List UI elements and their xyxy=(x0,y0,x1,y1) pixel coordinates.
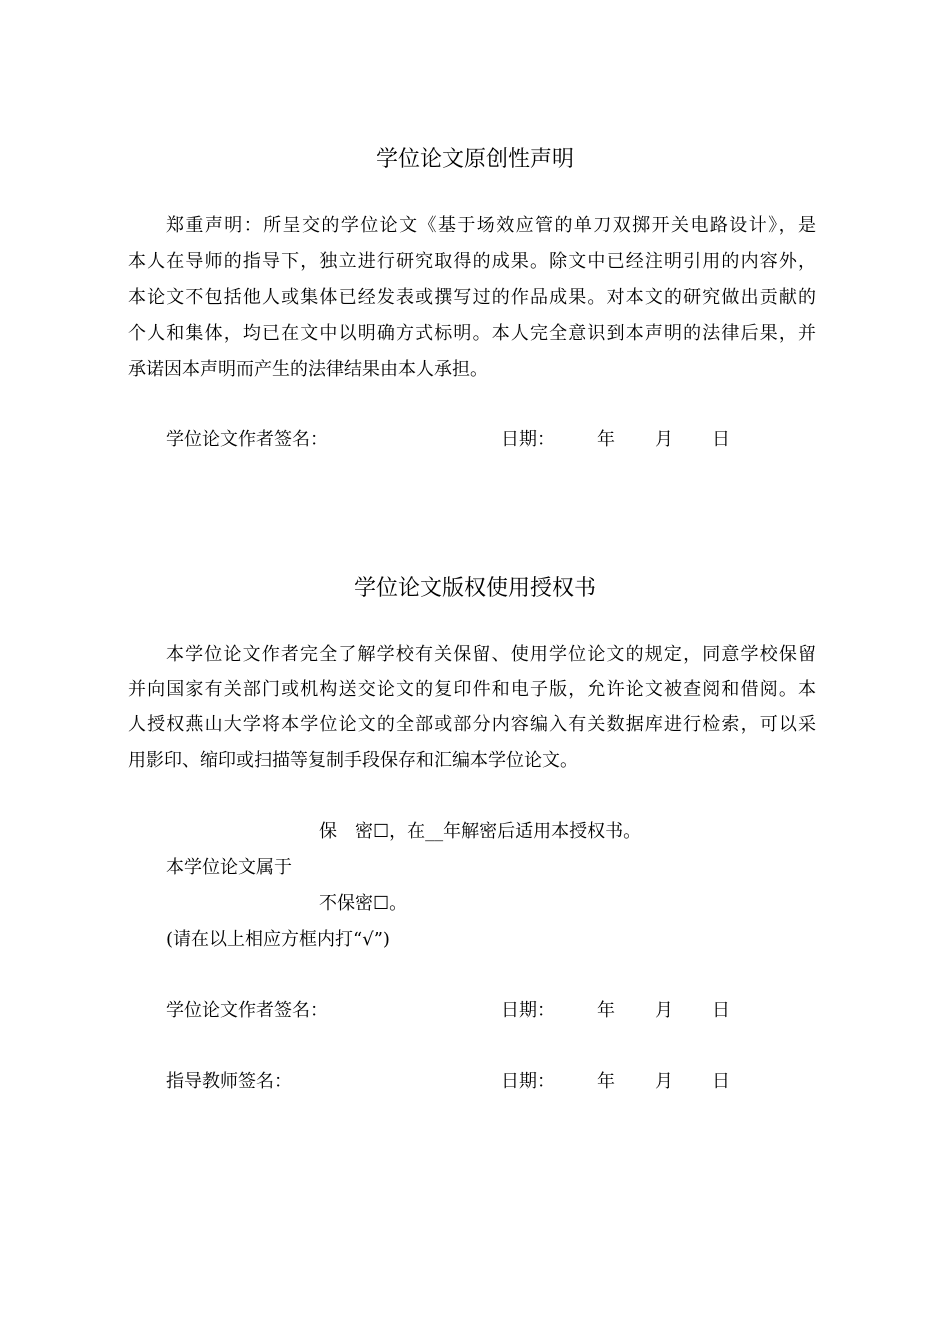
author-signature-label: 学位论文作者签名： xyxy=(166,429,328,450)
declaration-line: 本人在导师的指导下，独立进行研究取得的成果。除文中已经注明引用的内容外， xyxy=(128,251,816,272)
belongs-to-label: 本学位论文属于 xyxy=(166,857,292,878)
year-label: 年 xyxy=(597,1071,615,1092)
date-label: 日期： xyxy=(501,429,555,450)
authorization-line: 并向国家有关部门或机构送交论文的复印件和电子版，允许论文被查阅和借阅。本 xyxy=(128,679,816,700)
non-confidential-option[interactable]: 不保密☐。 xyxy=(319,893,408,914)
date-label: 日期： xyxy=(501,1000,555,1021)
day-label: 日 xyxy=(712,429,730,450)
instruction-text: (请在以上相应方框内打“√”) xyxy=(166,929,390,950)
year-label: 年 xyxy=(597,1000,615,1021)
declaration-line: 郑重声明：所呈交的学位论文《基于场效应管的单刀双掷开关电路设计》，是 xyxy=(166,215,816,236)
authorization-line: 本学位论文作者完全了解学校有关保留、使用学位论文的规定，同意学校保留 xyxy=(166,644,816,665)
day-label: 日 xyxy=(712,1071,730,1092)
month-label: 月 xyxy=(655,1000,673,1021)
date-label: 日期： xyxy=(501,1071,555,1092)
month-label: 月 xyxy=(655,1071,673,1092)
authorization-line: 用影印、缩印或扫描等复制手段保存和汇编本学位论文。 xyxy=(128,750,578,771)
declaration-line: 个人和集体，均已在文中以明确方式标明。本人完全意识到本声明的法律后果，并 xyxy=(128,323,816,344)
declaration-line: 本论文不包括他人或集体已经发表或撰写过的作品成果。对本文的研究做出贡献的 xyxy=(128,287,816,308)
authorization-line: 人授权燕山大学将本学位论文的全部或部分内容编入有关数据库进行检索，可以采 xyxy=(128,714,816,735)
advisor-signature-label: 指导教师签名： xyxy=(166,1071,292,1092)
day-label: 日 xyxy=(712,1000,730,1021)
author-signature-label: 学位论文作者签名： xyxy=(166,1000,328,1021)
declaration-line: 承诺因本声明而产生的法律结果由本人承担。 xyxy=(128,359,488,380)
confidential-option[interactable]: 保 密☐，在__年解密后适用本授权书。 xyxy=(319,821,642,842)
year-label: 年 xyxy=(597,429,615,450)
authorization-title: 学位论文版权使用授权书 xyxy=(353,576,596,601)
month-label: 月 xyxy=(655,429,673,450)
declaration-title: 学位论文原创性声明 xyxy=(375,147,574,172)
